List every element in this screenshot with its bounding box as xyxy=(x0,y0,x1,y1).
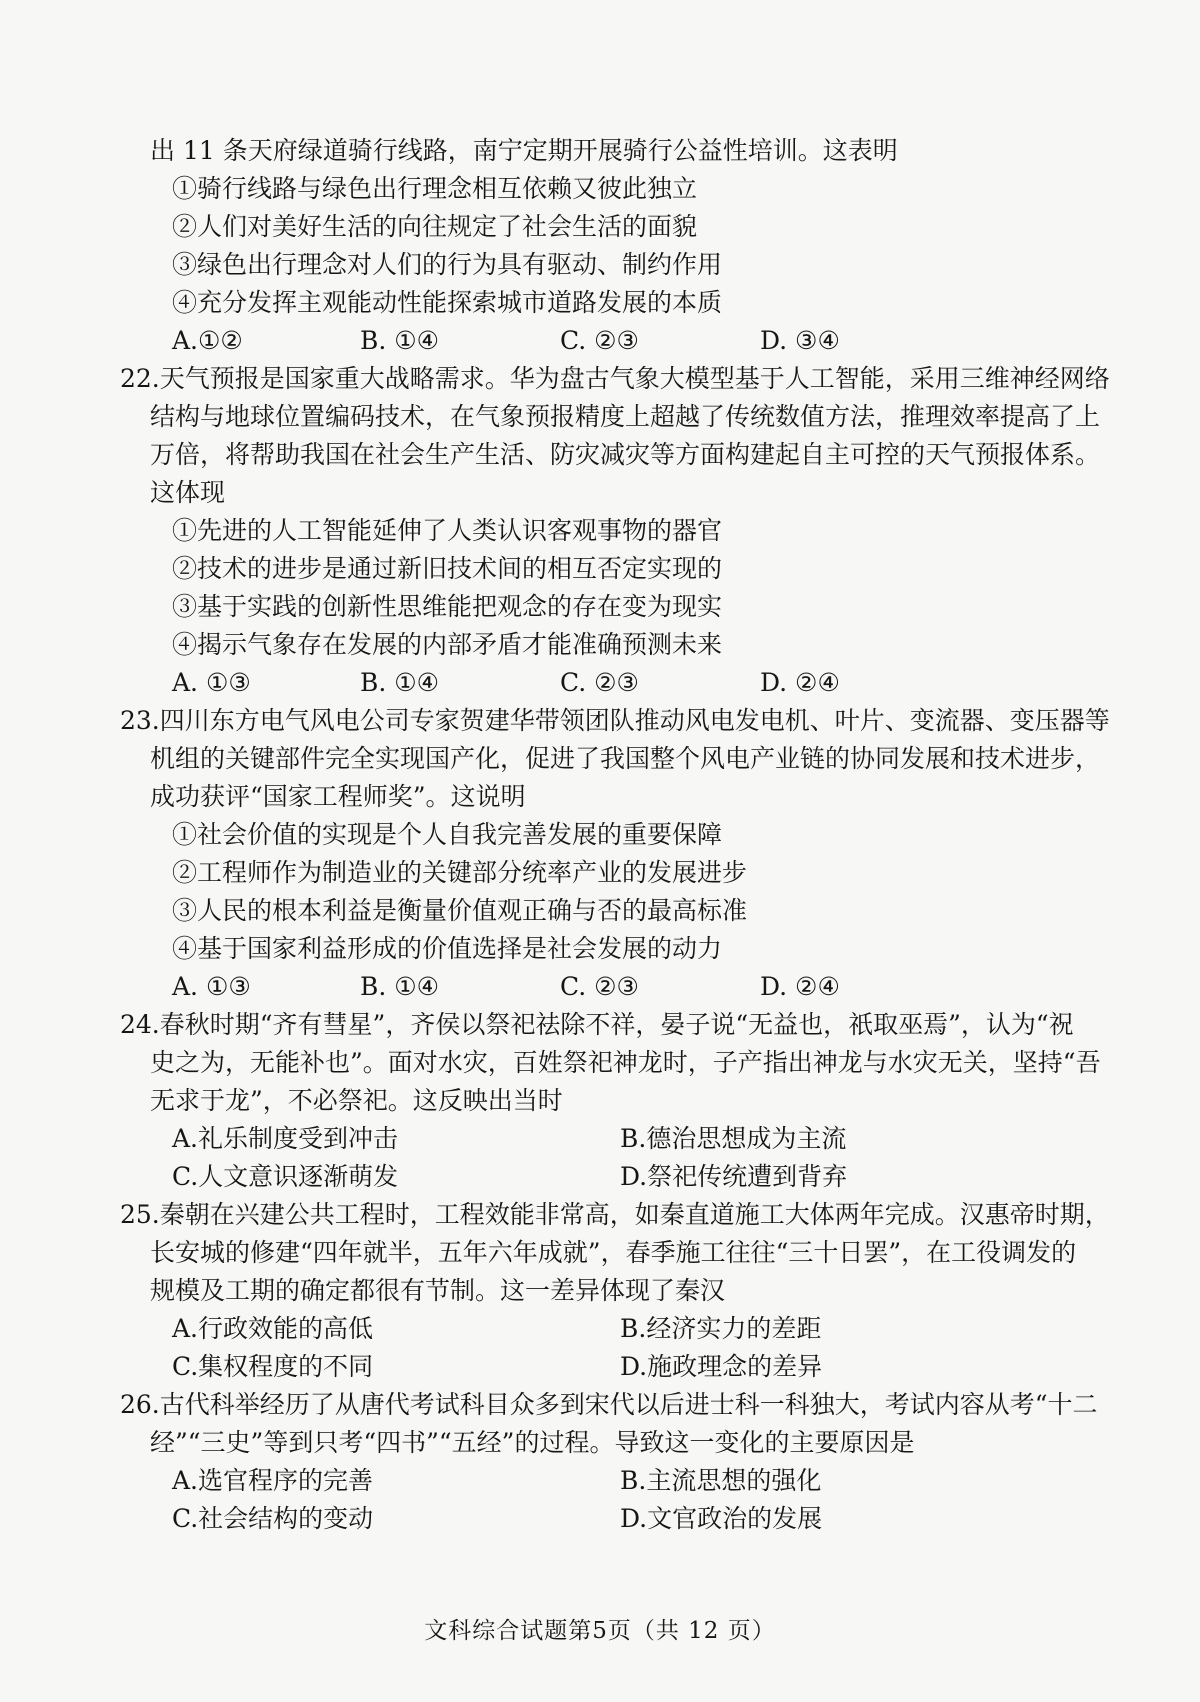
question-22 xyxy=(120,360,1110,702)
statement-4: ④基于国家利益形成的价值选择是社会发展的动力 xyxy=(172,934,723,963)
question-stem-line: 长安城的修建“四年就半，五年六年成就”，春季施工往往“三十日罢”，在工役调发的 xyxy=(150,1238,1077,1267)
question-24 xyxy=(120,1006,1101,1196)
answer-options-row xyxy=(150,1158,1090,1196)
option-b: B. ①④ xyxy=(360,972,440,1001)
question-25 xyxy=(120,1196,1110,1386)
question-21-continuation xyxy=(150,132,1090,360)
option-d: D. ②④ xyxy=(760,668,840,697)
question-26 xyxy=(120,1386,1098,1538)
option-a: A.选官程序的完善 xyxy=(172,1466,374,1495)
option-b: B. ①④ xyxy=(360,668,440,697)
answer-options-row xyxy=(150,1500,1090,1538)
answer-options xyxy=(150,968,1090,1006)
question-stem-line: 24.春秋时期“齐有彗星”，齐侯以祭祀祛除不祥，晏子说“无益也，祇取巫焉”，认为“祝 xyxy=(120,1010,1074,1039)
answer-options xyxy=(150,322,1090,360)
question-stem-line: 成功获评“国家工程师奖”。这说明 xyxy=(150,782,526,811)
question-stem-line: 26.古代科举经历了从唐代考试科目众多到宋代以后进士科一科独大，考试内容从考“十二 xyxy=(120,1390,1098,1419)
answer-options-row xyxy=(150,1348,1090,1386)
question-stem-line: 25.秦朝在兴建公共工程时，工程效能非常高，如秦直道施工大体两年完成。汉惠帝时期， xyxy=(120,1200,1110,1229)
statement-3: ③绿色出行理念对人们的行为具有驱动、制约作用 xyxy=(172,250,723,279)
option-d: D. ②④ xyxy=(760,972,840,1001)
statement-4: ④揭示气象存在发展的内部矛盾才能准确预测未来 xyxy=(172,630,723,659)
page-content xyxy=(120,132,1110,1538)
option-a: A. ①③ xyxy=(172,668,251,697)
question-text-line: 出 11 条天府绿道骑行线路，南宁定期开展骑行公益性培训。这表明 xyxy=(150,136,898,165)
option-c: C. ②③ xyxy=(560,668,639,697)
answer-options xyxy=(150,664,1090,702)
question-23 xyxy=(120,702,1110,1006)
statement-1: ①社会价值的实现是个人自我完善发展的重要保障 xyxy=(172,820,723,849)
option-b: B.德治思想成为主流 xyxy=(620,1124,847,1153)
statement-2: ②技术的进步是通过新旧技术间的相互否定实现的 xyxy=(172,554,723,583)
option-b: B. ①④ xyxy=(360,326,440,355)
question-stem-line: 经”“三史”等到只考“四书”“五经”的过程。导致这一变化的主要原因是 xyxy=(150,1428,915,1457)
answer-options-row xyxy=(150,1462,1090,1500)
question-stem-line: 这体现 xyxy=(150,478,226,507)
option-a: A.①② xyxy=(172,326,243,355)
page-footer: 文科综合试题第5页（共 12 页） xyxy=(424,1618,776,1644)
option-c: C.集权程度的不同 xyxy=(172,1352,374,1381)
question-stem-line: 23.四川东方电气风电公司专家贺建华带领团队推动风电发电机、叶片、变流器、变压器等 xyxy=(120,706,1110,735)
statement-1: ①骑行线路与绿色出行理念相互依赖又彼此独立 xyxy=(172,174,698,203)
statement-4: ④充分发挥主观能动性能探索城市道路发展的本质 xyxy=(172,288,723,317)
option-c: C.人文意识逐渐萌发 xyxy=(172,1162,399,1191)
option-b: B.主流思想的强化 xyxy=(620,1466,822,1495)
question-stem-line: 规模及工期的确定都很有节制。这一差异体现了秦汉 xyxy=(150,1276,726,1305)
option-d: D.祭祀传统遭到背弃 xyxy=(620,1162,848,1191)
question-stem-line: 机组的关键部件完全实现国产化，促进了我国整个风电产业链的协同发展和技术进步， xyxy=(150,744,1101,773)
question-stem-line: 22.天气预报是国家重大战略需求。华为盘古气象大模型基于人工智能，采用三维神经网络 xyxy=(120,364,1110,393)
question-stem-line: 万倍，将帮助我国在社会生产生活、防灾减灾等方面构建起自主可控的天气预报体系。 xyxy=(150,440,1101,469)
option-d: D.文官政治的发展 xyxy=(620,1504,823,1533)
option-c: C. ②③ xyxy=(560,326,639,355)
option-a: A.行政效能的高低 xyxy=(172,1314,374,1343)
statement-3: ③人民的根本利益是衡量价值观正确与否的最高标准 xyxy=(172,896,748,925)
statement-2: ②人们对美好生活的向往规定了社会生活的面貌 xyxy=(172,212,698,241)
option-d: D. ③④ xyxy=(760,326,840,355)
option-a: A.礼乐制度受到冲击 xyxy=(172,1124,399,1153)
answer-options-row xyxy=(150,1120,1090,1158)
statement-2: ②工程师作为制造业的关键部分统率产业的发展进步 xyxy=(172,858,748,887)
question-stem-line: 无求于龙”，不必祭祀。这反映出当时 xyxy=(150,1086,563,1115)
statement-3: ③基于实践的创新性思维能把观念的存在变为现实 xyxy=(172,592,723,621)
option-d: D.施政理念的差异 xyxy=(620,1352,823,1381)
option-a: A. ①③ xyxy=(172,972,251,1001)
statement-1: ①先进的人工智能延伸了人类认识客观事物的器官 xyxy=(172,516,723,545)
option-c: C.社会结构的变动 xyxy=(172,1504,374,1533)
answer-options-row xyxy=(150,1310,1090,1348)
question-stem-line: 史之为，无能补也”。面对水灾，百姓祭祀神龙时，子产指出神龙与水灾无关，坚持“吾 xyxy=(150,1048,1101,1077)
option-c: C. ②③ xyxy=(560,972,639,1001)
option-b: B.经济实力的差距 xyxy=(620,1314,822,1343)
question-stem-line: 结构与地球位置编码技术，在气象预报精度上超越了传统数值方法，推理效率提高了上 xyxy=(150,402,1101,431)
